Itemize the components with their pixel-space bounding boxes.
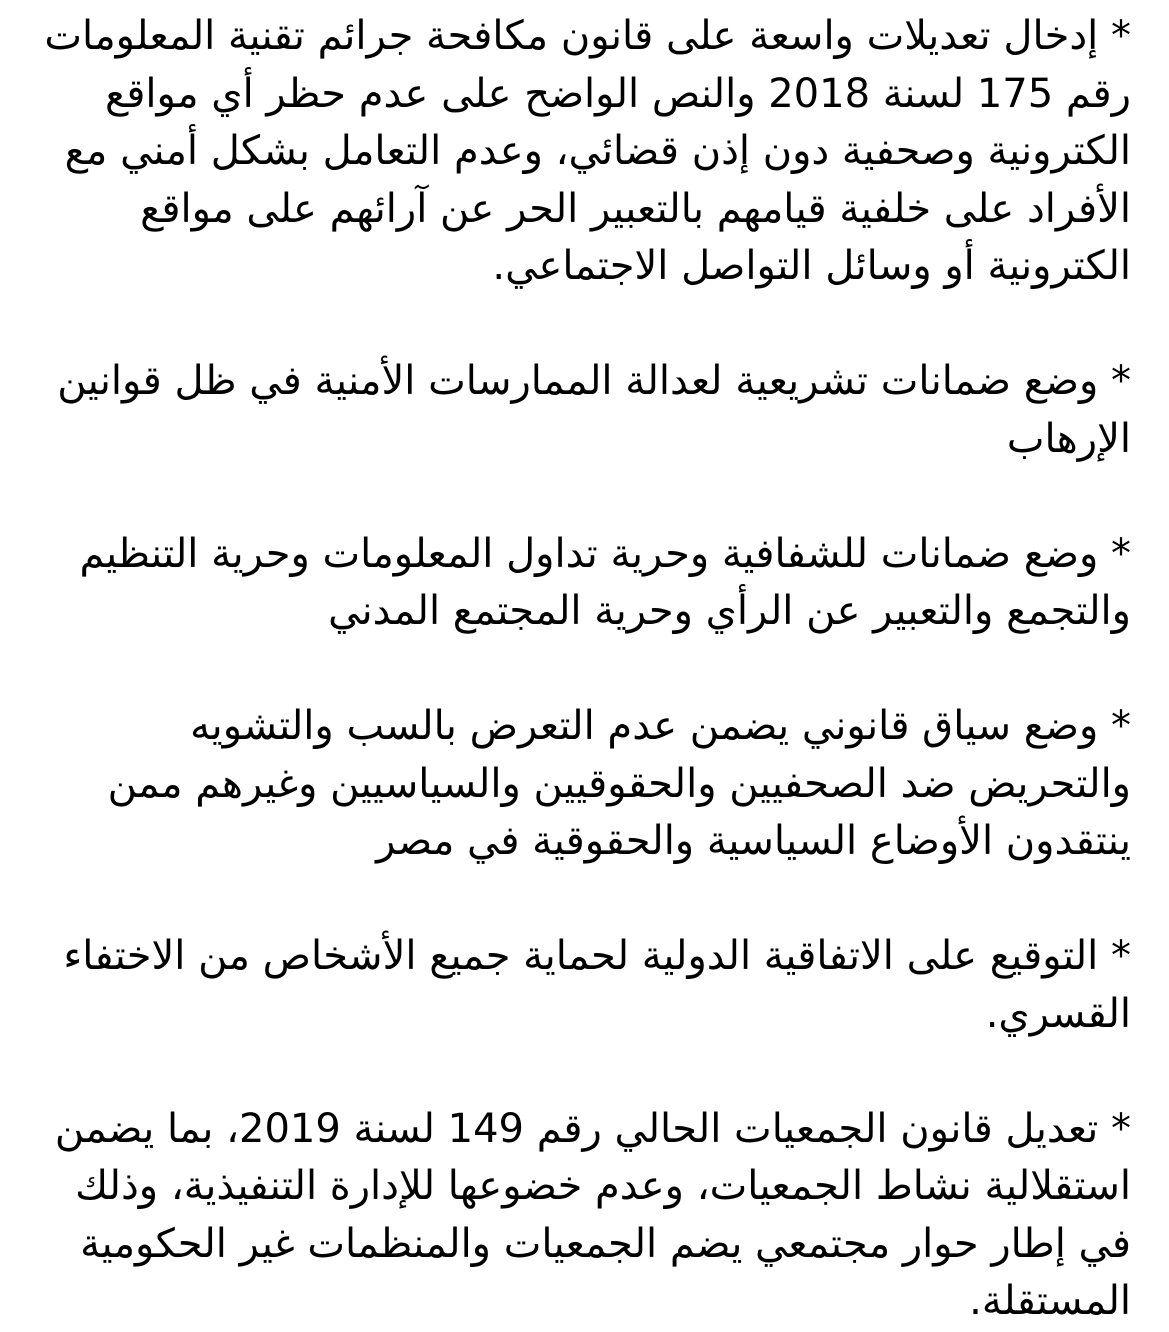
paragraph-defamation-protection: * وضع سياق قانوني يضمن عدم التعرض بالسب والتشويه والتحريض ضد الصحفيين والحقوقيين والسياسيين وغيرهم ممن ينتقدون الأوضاع السياسية والحقوقية في مصر — [107, 703, 1131, 864]
paragraph-terrorism-laws: * وضع ضمانات تشريعية لعدالة الممارسات الأمنية في ظل قوانين الإرهاب — [57, 358, 1131, 462]
paragraph-enforced-disappearance: * التوقيع على الاتفاقية الدولية لحماية جميع الأشخاص من الاختفاء القسري. — [63, 933, 1131, 1037]
paragraph-cybercrime-law: * إدخال تعديلات واسعة على قانون مكافحة جرائم تقنية المعلومات رقم 175 لسنة 2018 والنص الواضح على عدم حظر أي مواقع الكترونية وصحفية دون إذن قضائي، وعدم التعامل بشكل أمني مع الأفراد على خلفية قيامهم بالتعبير الحر عن آرائهم على مواقع الكترونية أو وسائل التواصل الاجتماعي. — [44, 13, 1131, 289]
paragraph-associations-law: * تعديل قانون الجمعيات الحالي رقم 149 لسنة 2019، بما يضمن استقلالية نشاط الجمعيات، وعدم خضوعها للإدارة التنفيذية، وذلك في إطار حوار مجتمعي يضم الجمعيات والمنظمات غير الحكومية المستقلة. — [54, 1105, 1131, 1324]
document-body — [40, 8, 1131, 1331]
paragraph-transparency: * وضع ضمانات للشفافية وحرية تداول المعلومات وحرية التنظيم والتجمع والتعبير عن الرأي وحرية المجتمع المدني — [79, 530, 1131, 634]
